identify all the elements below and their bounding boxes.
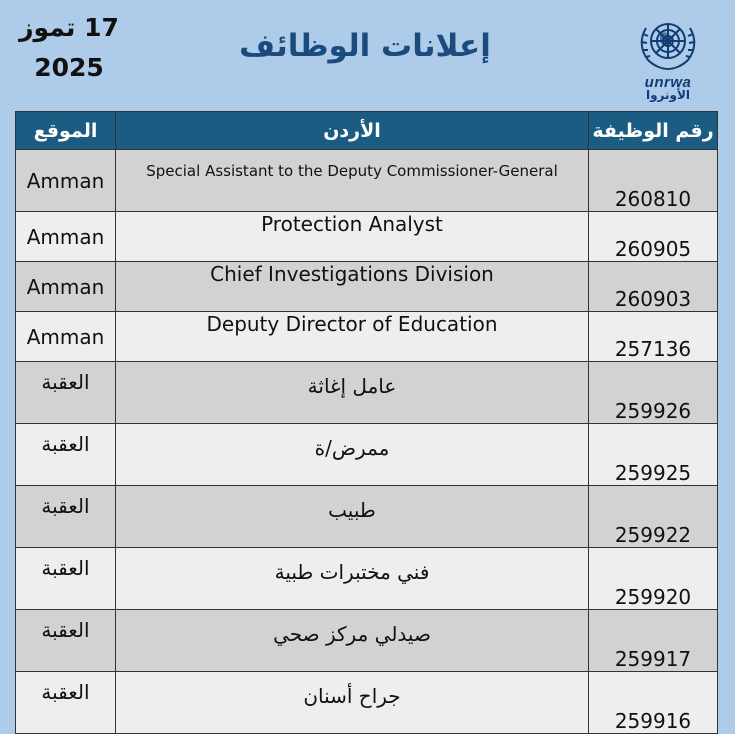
row-job-number: 259926	[589, 362, 718, 424]
row-job-number: 259916	[589, 672, 718, 734]
row-job-title: عامل إغاثة	[116, 362, 589, 424]
date-day-month: 17 تموز	[19, 13, 119, 42]
table-row	[16, 486, 718, 548]
row-job-number: 260905	[589, 212, 718, 262]
table-row	[16, 362, 718, 424]
row-location: Amman	[16, 150, 116, 212]
row-job-title: Deputy Director of Education	[116, 312, 589, 362]
row-job-title: Special Assistant to the Deputy Commissioner-General	[116, 150, 589, 212]
table-row	[16, 610, 718, 672]
row-location: Amman	[16, 312, 116, 362]
table-header-row	[16, 112, 718, 150]
row-job-number: 259917	[589, 610, 718, 672]
row-job-title: صيدلي مركز صحي	[116, 610, 589, 672]
header-job-number: رقم الوظيفة	[589, 112, 718, 150]
unrwa-logo	[632, 14, 708, 102]
row-job-title: Protection Analyst	[116, 212, 589, 262]
table-row	[16, 212, 718, 262]
date-year: 2025	[34, 53, 104, 82]
table-row	[16, 150, 718, 212]
row-job-number: 259922	[589, 486, 718, 548]
table-row	[16, 548, 718, 610]
logo-text-en: unrwa	[644, 74, 692, 91]
table-row	[16, 312, 718, 362]
row-job-number: 259920	[589, 548, 718, 610]
row-location: العقبة	[16, 610, 116, 672]
row-job-title: جراح أسنان	[116, 672, 589, 734]
row-location: Amman	[16, 262, 116, 312]
table-row	[16, 672, 718, 734]
header-location: الموقع	[16, 112, 116, 150]
row-location: العقبة	[16, 672, 116, 734]
row-job-title: ممرض/ة	[116, 424, 589, 486]
table-row	[16, 424, 718, 486]
header-title: الأردن	[116, 112, 589, 150]
row-job-number: 260903	[589, 262, 718, 312]
date-block	[14, 8, 124, 88]
row-location: العقبة	[16, 362, 116, 424]
row-job-number: 257136	[589, 312, 718, 362]
row-job-number: 260810	[589, 150, 718, 212]
page-title: إعلانات الوظائف	[239, 28, 491, 64]
row-location: العقبة	[16, 486, 116, 548]
jobs-table	[15, 111, 718, 734]
un-emblem-icon	[632, 14, 704, 74]
row-job-title: Chief Investigations Division	[116, 262, 589, 312]
row-job-number: 259925	[589, 424, 718, 486]
row-location: Amman	[16, 212, 116, 262]
table-row	[16, 262, 718, 312]
logo-text-ar: الأونروا	[645, 88, 691, 102]
row-location: العقبة	[16, 424, 116, 486]
row-job-title: فني مختبرات طبية	[116, 548, 589, 610]
row-job-title: طبيب	[116, 486, 589, 548]
row-location: العقبة	[16, 548, 116, 610]
